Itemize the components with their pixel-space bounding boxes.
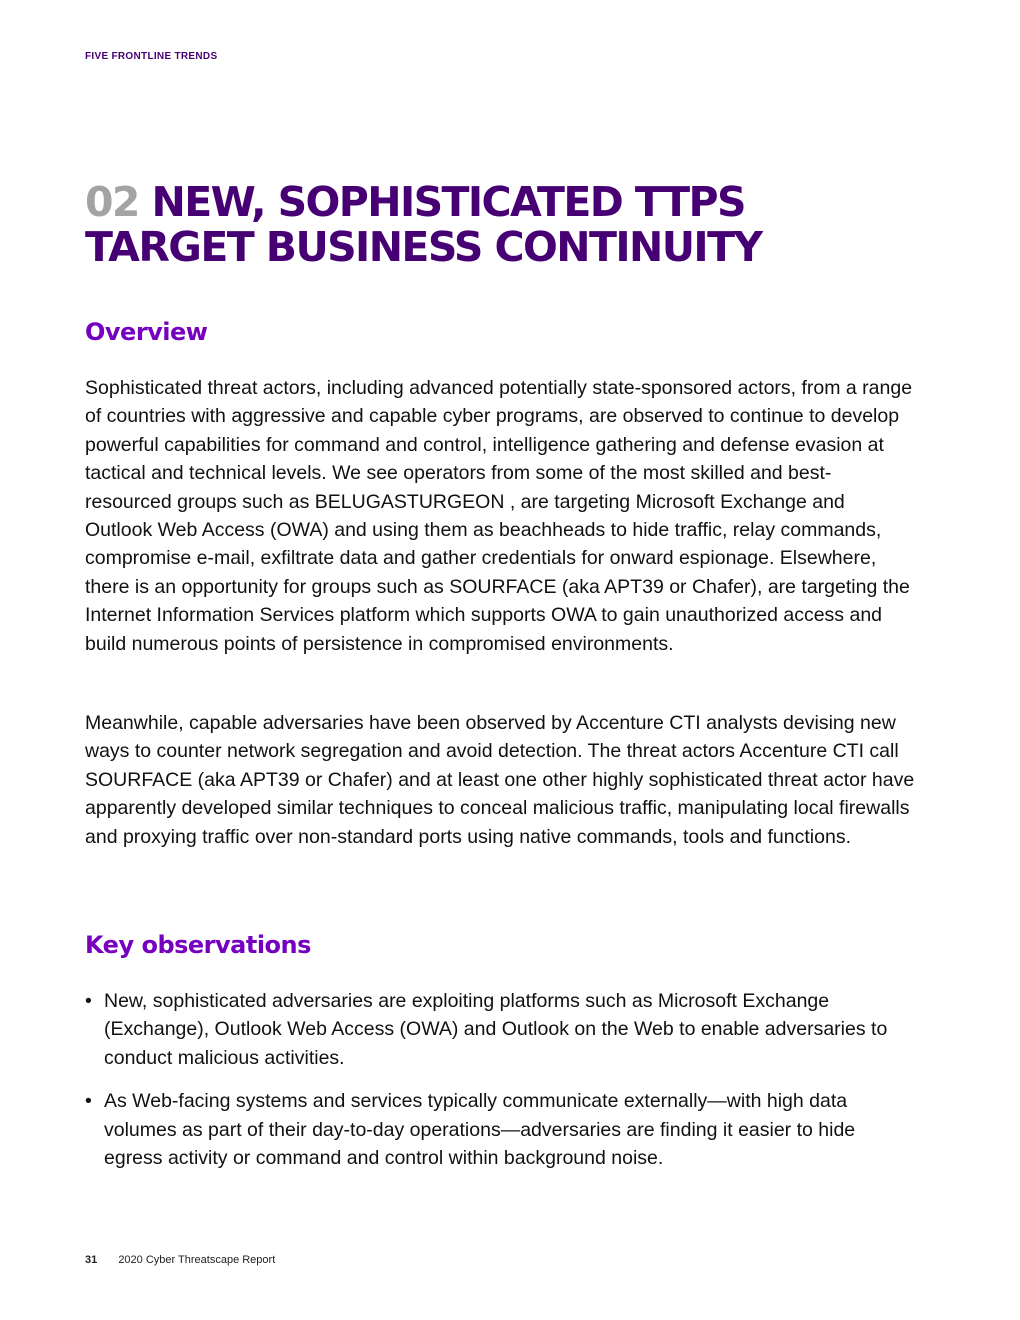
key-observations-list xyxy=(85,987,915,1187)
list-item-text: New, sophisticated adversaries are exploiting platforms such as Microsoft Exchange (Exchange), Outlook Web Access (OWA) and Outlook on the Web to enable adversaries to conduct malicious activities. xyxy=(104,990,888,1069)
bullet-icon: • xyxy=(85,990,92,1012)
overview-paragraph-2: Meanwhile, capable adversaries have been observed by Accenture CTI analysts devising new ways to counter network segregation and avoid detection. The threat actors Accenture CTI call SOURFACE (aka APT39 or Chafer) and at least one other highly sophisticated threat actor have apparently developed similar techniques to conceal malicious traffic, manipulating local firewalls and proxying traffic over non-standard ports using native commands, tools and functions. xyxy=(85,712,915,848)
section-label: FIVE FRONTLINE TRENDS xyxy=(85,51,218,62)
section-number: 02 xyxy=(85,178,139,226)
overview-paragraph-1: Sophisticated threat actors, including advanced potentially state-sponsored actors, from a range of countries with aggressive and capable cyber programs, are observed to continue to develop powerful capabilities for command and control, intelligence gathering and defense evasion at tactical and technical levels. We see operators from some of the most skilled and best-resourced groups such as BELUGASTURGEON , are targeting Microsoft Exchange and Outlook Web Access (OWA) and using them as beachheads to hide traffic, relay commands, compromise e-mail, exfiltrate data and gather credentials for onward espionage. Elsewhere, there is an opportunity for groups such as SOURFACE (aka APT39 or Chafer), are targeting the Internet Information Services platform which supports OWA to gain unauthorized access and build numerous points of persistence in compromised environments. xyxy=(85,377,913,655)
list-item xyxy=(85,987,915,1072)
page-footer xyxy=(85,1254,275,1266)
page-number: 31 xyxy=(85,1254,98,1266)
title-line-2: TARGET BUSINESS CONTINUITY xyxy=(85,223,762,271)
overview-heading: Overview xyxy=(85,318,208,346)
list-item-text: As Web-facing systems and services typically communicate externally—with high data volumes as part of their day-to-day operations—adversaries are finding it easier to hide egress activity or command and control within background noise. xyxy=(104,1090,856,1170)
page-title xyxy=(85,180,965,270)
bullet-icon: • xyxy=(85,1090,92,1113)
key-observations-heading: Key observations xyxy=(85,931,311,959)
list-item xyxy=(85,1087,915,1172)
title-line-1: NEW, SOPHISTICATED TTPS xyxy=(151,178,745,226)
report-title: 2020 Cyber Threatscape Report xyxy=(118,1254,276,1266)
